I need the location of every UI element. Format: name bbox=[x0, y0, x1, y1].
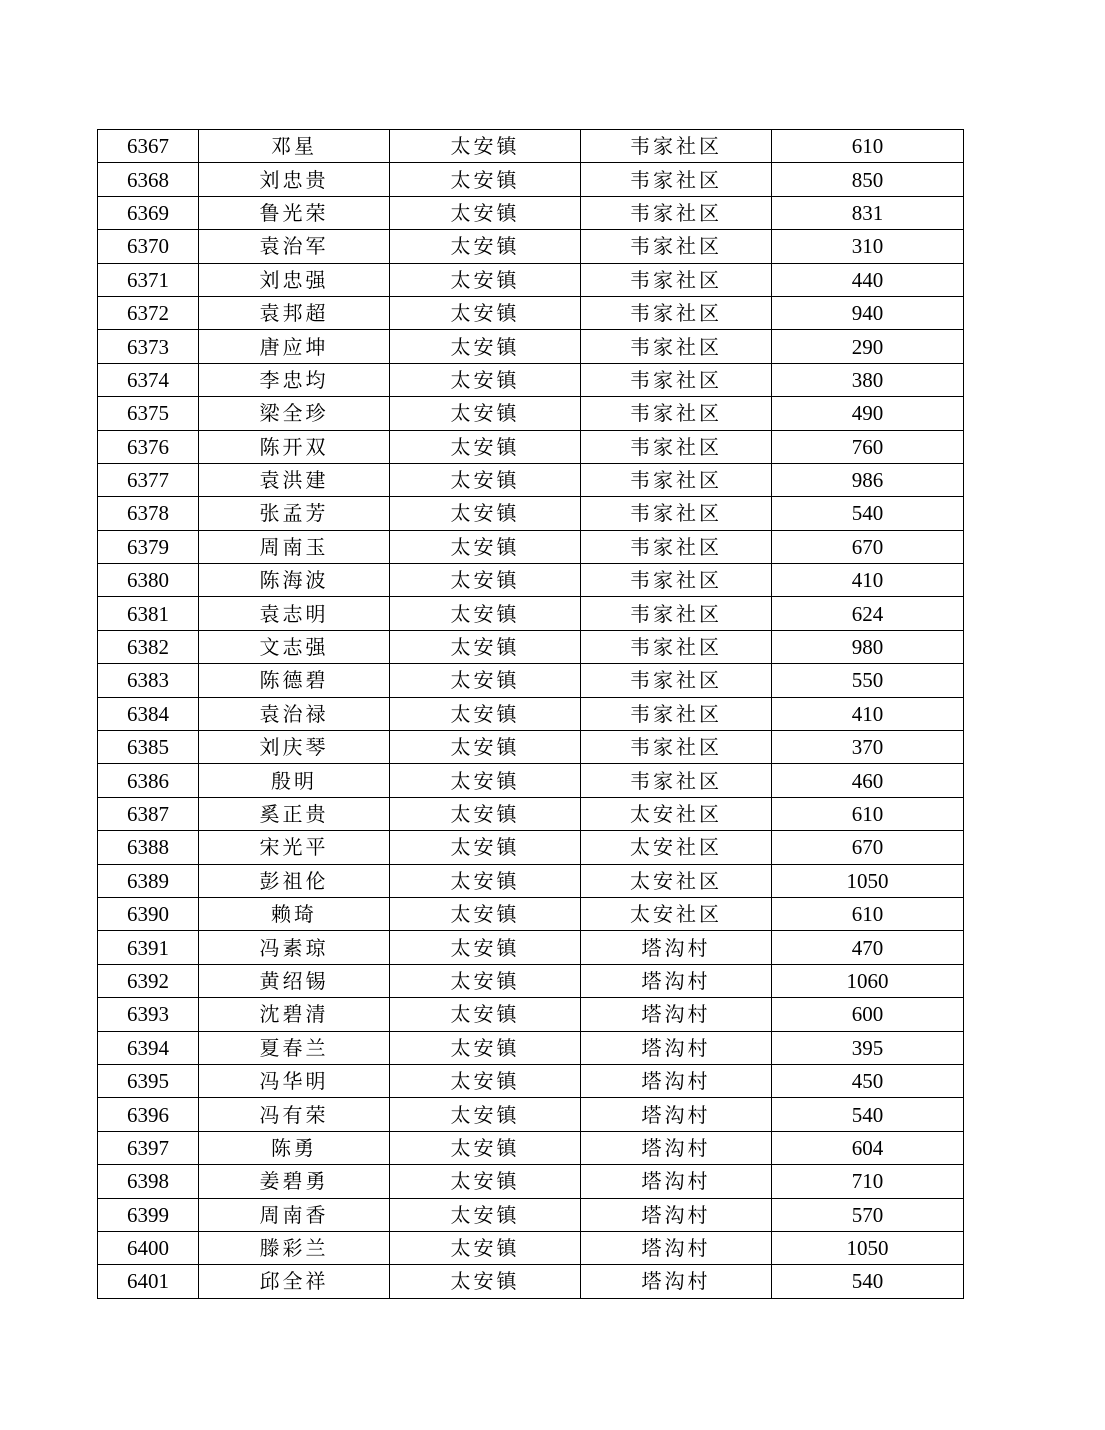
town-cell: 太安镇 bbox=[390, 1031, 581, 1064]
amount-cell: 710 bbox=[772, 1165, 964, 1198]
serial-number-cell: 6367 bbox=[98, 130, 199, 163]
table-row bbox=[98, 797, 964, 830]
town-cell: 太安镇 bbox=[390, 1098, 581, 1131]
name-cell: 邱全祥 bbox=[199, 1265, 390, 1298]
amount-cell: 986 bbox=[772, 463, 964, 496]
table-row bbox=[98, 764, 964, 797]
serial-number-cell: 6379 bbox=[98, 530, 199, 563]
amount-cell: 850 bbox=[772, 163, 964, 196]
amount-cell: 290 bbox=[772, 330, 964, 363]
name-cell: 黄绍锡 bbox=[199, 964, 390, 997]
town-cell: 太安镇 bbox=[390, 697, 581, 730]
serial-number-cell: 6398 bbox=[98, 1165, 199, 1198]
table-row bbox=[98, 630, 964, 663]
name-cell: 唐应坤 bbox=[199, 330, 390, 363]
table-row bbox=[98, 330, 964, 363]
community-cell: 塔沟村 bbox=[581, 998, 772, 1031]
town-cell: 太安镇 bbox=[390, 497, 581, 530]
community-cell: 韦家社区 bbox=[581, 330, 772, 363]
town-cell: 太安镇 bbox=[390, 463, 581, 496]
community-cell: 韦家社区 bbox=[581, 697, 772, 730]
serial-number-cell: 6386 bbox=[98, 764, 199, 797]
table-row bbox=[98, 897, 964, 930]
town-cell: 太安镇 bbox=[390, 630, 581, 663]
serial-number-cell: 6368 bbox=[98, 163, 199, 196]
table-row bbox=[98, 463, 964, 496]
serial-number-cell: 6377 bbox=[98, 463, 199, 496]
community-cell: 塔沟村 bbox=[581, 1064, 772, 1097]
serial-number-cell: 6389 bbox=[98, 864, 199, 897]
table-row bbox=[98, 1098, 964, 1131]
serial-number-cell: 6369 bbox=[98, 196, 199, 229]
town-cell: 太安镇 bbox=[390, 998, 581, 1031]
town-cell: 太安镇 bbox=[390, 1198, 581, 1231]
community-cell: 韦家社区 bbox=[581, 664, 772, 697]
community-cell: 塔沟村 bbox=[581, 1231, 772, 1264]
name-cell: 刘忠贵 bbox=[199, 163, 390, 196]
table-row bbox=[98, 1165, 964, 1198]
town-cell: 太安镇 bbox=[390, 196, 581, 229]
serial-number-cell: 6381 bbox=[98, 597, 199, 630]
name-cell: 夏春兰 bbox=[199, 1031, 390, 1064]
table-row bbox=[98, 931, 964, 964]
name-cell: 滕彩兰 bbox=[199, 1231, 390, 1264]
table-row bbox=[98, 196, 964, 229]
serial-number-cell: 6388 bbox=[98, 831, 199, 864]
amount-cell: 980 bbox=[772, 630, 964, 663]
community-cell: 韦家社区 bbox=[581, 263, 772, 296]
name-cell: 刘庆琴 bbox=[199, 731, 390, 764]
table-row bbox=[98, 597, 964, 630]
community-cell: 塔沟村 bbox=[581, 1098, 772, 1131]
community-cell: 塔沟村 bbox=[581, 964, 772, 997]
community-cell: 韦家社区 bbox=[581, 230, 772, 263]
amount-cell: 940 bbox=[772, 296, 964, 329]
table-row bbox=[98, 130, 964, 163]
name-cell: 梁全珍 bbox=[199, 397, 390, 430]
community-cell: 塔沟村 bbox=[581, 1165, 772, 1198]
table-row bbox=[98, 430, 964, 463]
community-cell: 韦家社区 bbox=[581, 530, 772, 563]
name-cell: 鲁光荣 bbox=[199, 196, 390, 229]
name-cell: 彭祖伦 bbox=[199, 864, 390, 897]
serial-number-cell: 6374 bbox=[98, 363, 199, 396]
table-row bbox=[98, 163, 964, 196]
amount-cell: 604 bbox=[772, 1131, 964, 1164]
town-cell: 太安镇 bbox=[390, 864, 581, 897]
amount-cell: 380 bbox=[772, 363, 964, 396]
town-cell: 太安镇 bbox=[390, 1265, 581, 1298]
table-row bbox=[98, 1231, 964, 1264]
amount-cell: 610 bbox=[772, 897, 964, 930]
amount-cell: 540 bbox=[772, 1098, 964, 1131]
name-cell: 邓星 bbox=[199, 130, 390, 163]
town-cell: 太安镇 bbox=[390, 964, 581, 997]
community-cell: 塔沟村 bbox=[581, 1198, 772, 1231]
community-cell: 韦家社区 bbox=[581, 764, 772, 797]
serial-number-cell: 6401 bbox=[98, 1265, 199, 1298]
amount-cell: 540 bbox=[772, 497, 964, 530]
table-row bbox=[98, 263, 964, 296]
amount-cell: 395 bbox=[772, 1031, 964, 1064]
name-cell: 文志强 bbox=[199, 630, 390, 663]
table-row bbox=[98, 1064, 964, 1097]
name-cell: 冯华明 bbox=[199, 1064, 390, 1097]
amount-cell: 370 bbox=[772, 731, 964, 764]
town-cell: 太安镇 bbox=[390, 296, 581, 329]
community-cell: 韦家社区 bbox=[581, 497, 772, 530]
name-cell: 宋光平 bbox=[199, 831, 390, 864]
town-cell: 太安镇 bbox=[390, 330, 581, 363]
community-cell: 太安社区 bbox=[581, 797, 772, 830]
table-row bbox=[98, 530, 964, 563]
serial-number-cell: 6393 bbox=[98, 998, 199, 1031]
serial-number-cell: 6396 bbox=[98, 1098, 199, 1131]
table-row bbox=[98, 363, 964, 396]
amount-cell: 540 bbox=[772, 1265, 964, 1298]
town-cell: 太安镇 bbox=[390, 1064, 581, 1097]
name-cell: 冯素琼 bbox=[199, 931, 390, 964]
table-row bbox=[98, 1131, 964, 1164]
table-row bbox=[98, 664, 964, 697]
amount-cell: 410 bbox=[772, 564, 964, 597]
community-cell: 太安社区 bbox=[581, 864, 772, 897]
town-cell: 太安镇 bbox=[390, 664, 581, 697]
community-cell: 塔沟村 bbox=[581, 1031, 772, 1064]
community-cell: 塔沟村 bbox=[581, 1131, 772, 1164]
serial-number-cell: 6376 bbox=[98, 430, 199, 463]
amount-cell: 410 bbox=[772, 697, 964, 730]
community-cell: 韦家社区 bbox=[581, 397, 772, 430]
name-cell: 李忠均 bbox=[199, 363, 390, 396]
amount-cell: 760 bbox=[772, 430, 964, 463]
table-row bbox=[98, 1265, 964, 1298]
town-cell: 太安镇 bbox=[390, 430, 581, 463]
town-cell: 太安镇 bbox=[390, 263, 581, 296]
serial-number-cell: 6370 bbox=[98, 230, 199, 263]
town-cell: 太安镇 bbox=[390, 1131, 581, 1164]
community-cell: 韦家社区 bbox=[581, 430, 772, 463]
name-cell: 陈开双 bbox=[199, 430, 390, 463]
serial-number-cell: 6383 bbox=[98, 664, 199, 697]
amount-cell: 670 bbox=[772, 831, 964, 864]
table-row bbox=[98, 1031, 964, 1064]
community-cell: 韦家社区 bbox=[581, 163, 772, 196]
records-table bbox=[97, 129, 964, 1299]
community-cell: 韦家社区 bbox=[581, 296, 772, 329]
records-table-body bbox=[98, 130, 964, 1299]
amount-cell: 610 bbox=[772, 797, 964, 830]
community-cell: 韦家社区 bbox=[581, 196, 772, 229]
name-cell: 奚正贵 bbox=[199, 797, 390, 830]
amount-cell: 460 bbox=[772, 764, 964, 797]
serial-number-cell: 6392 bbox=[98, 964, 199, 997]
name-cell: 袁志明 bbox=[199, 597, 390, 630]
community-cell: 韦家社区 bbox=[581, 630, 772, 663]
serial-number-cell: 6375 bbox=[98, 397, 199, 430]
amount-cell: 624 bbox=[772, 597, 964, 630]
amount-cell: 550 bbox=[772, 664, 964, 697]
serial-number-cell: 6380 bbox=[98, 564, 199, 597]
serial-number-cell: 6387 bbox=[98, 797, 199, 830]
community-cell: 韦家社区 bbox=[581, 597, 772, 630]
name-cell: 刘忠强 bbox=[199, 263, 390, 296]
town-cell: 太安镇 bbox=[390, 130, 581, 163]
town-cell: 太安镇 bbox=[390, 931, 581, 964]
name-cell: 陈德碧 bbox=[199, 664, 390, 697]
name-cell: 张孟芳 bbox=[199, 497, 390, 530]
serial-number-cell: 6400 bbox=[98, 1231, 199, 1264]
name-cell: 周南香 bbox=[199, 1198, 390, 1231]
name-cell: 姜碧勇 bbox=[199, 1165, 390, 1198]
community-cell: 韦家社区 bbox=[581, 463, 772, 496]
amount-cell: 470 bbox=[772, 931, 964, 964]
serial-number-cell: 6378 bbox=[98, 497, 199, 530]
table-row bbox=[98, 1198, 964, 1231]
serial-number-cell: 6372 bbox=[98, 296, 199, 329]
serial-number-cell: 6384 bbox=[98, 697, 199, 730]
serial-number-cell: 6390 bbox=[98, 897, 199, 930]
town-cell: 太安镇 bbox=[390, 797, 581, 830]
table-row bbox=[98, 397, 964, 430]
name-cell: 沈碧清 bbox=[199, 998, 390, 1031]
amount-cell: 450 bbox=[772, 1064, 964, 1097]
table-row bbox=[98, 831, 964, 864]
town-cell: 太安镇 bbox=[390, 831, 581, 864]
community-cell: 太安社区 bbox=[581, 897, 772, 930]
serial-number-cell: 6371 bbox=[98, 263, 199, 296]
table-row bbox=[98, 564, 964, 597]
table-row bbox=[98, 998, 964, 1031]
name-cell: 袁治禄 bbox=[199, 697, 390, 730]
town-cell: 太安镇 bbox=[390, 731, 581, 764]
name-cell: 袁治军 bbox=[199, 230, 390, 263]
serial-number-cell: 6373 bbox=[98, 330, 199, 363]
table-row bbox=[98, 296, 964, 329]
serial-number-cell: 6399 bbox=[98, 1198, 199, 1231]
town-cell: 太安镇 bbox=[390, 363, 581, 396]
serial-number-cell: 6391 bbox=[98, 931, 199, 964]
table-row bbox=[98, 230, 964, 263]
amount-cell: 490 bbox=[772, 397, 964, 430]
name-cell: 冯有荣 bbox=[199, 1098, 390, 1131]
name-cell: 周南玉 bbox=[199, 530, 390, 563]
town-cell: 太安镇 bbox=[390, 530, 581, 563]
amount-cell: 1060 bbox=[772, 964, 964, 997]
community-cell: 塔沟村 bbox=[581, 1265, 772, 1298]
community-cell: 韦家社区 bbox=[581, 130, 772, 163]
town-cell: 太安镇 bbox=[390, 397, 581, 430]
table-row bbox=[98, 731, 964, 764]
serial-number-cell: 6394 bbox=[98, 1031, 199, 1064]
amount-cell: 600 bbox=[772, 998, 964, 1031]
name-cell: 殷明 bbox=[199, 764, 390, 797]
name-cell: 赖琦 bbox=[199, 897, 390, 930]
town-cell: 太安镇 bbox=[390, 163, 581, 196]
name-cell: 陈勇 bbox=[199, 1131, 390, 1164]
amount-cell: 1050 bbox=[772, 1231, 964, 1264]
town-cell: 太安镇 bbox=[390, 1165, 581, 1198]
amount-cell: 570 bbox=[772, 1198, 964, 1231]
town-cell: 太安镇 bbox=[390, 564, 581, 597]
table-row bbox=[98, 964, 964, 997]
community-cell: 韦家社区 bbox=[581, 363, 772, 396]
name-cell: 袁邦超 bbox=[199, 296, 390, 329]
amount-cell: 610 bbox=[772, 130, 964, 163]
serial-number-cell: 6395 bbox=[98, 1064, 199, 1097]
town-cell: 太安镇 bbox=[390, 597, 581, 630]
amount-cell: 831 bbox=[772, 196, 964, 229]
town-cell: 太安镇 bbox=[390, 764, 581, 797]
name-cell: 陈海波 bbox=[199, 564, 390, 597]
community-cell: 太安社区 bbox=[581, 831, 772, 864]
serial-number-cell: 6382 bbox=[98, 630, 199, 663]
amount-cell: 1050 bbox=[772, 864, 964, 897]
table-row bbox=[98, 864, 964, 897]
community-cell: 韦家社区 bbox=[581, 564, 772, 597]
serial-number-cell: 6397 bbox=[98, 1131, 199, 1164]
table-row bbox=[98, 497, 964, 530]
amount-cell: 310 bbox=[772, 230, 964, 263]
amount-cell: 670 bbox=[772, 530, 964, 563]
town-cell: 太安镇 bbox=[390, 230, 581, 263]
town-cell: 太安镇 bbox=[390, 1231, 581, 1264]
serial-number-cell: 6385 bbox=[98, 731, 199, 764]
table-row bbox=[98, 697, 964, 730]
town-cell: 太安镇 bbox=[390, 897, 581, 930]
name-cell: 袁洪建 bbox=[199, 463, 390, 496]
community-cell: 韦家社区 bbox=[581, 731, 772, 764]
community-cell: 塔沟村 bbox=[581, 931, 772, 964]
amount-cell: 440 bbox=[772, 263, 964, 296]
